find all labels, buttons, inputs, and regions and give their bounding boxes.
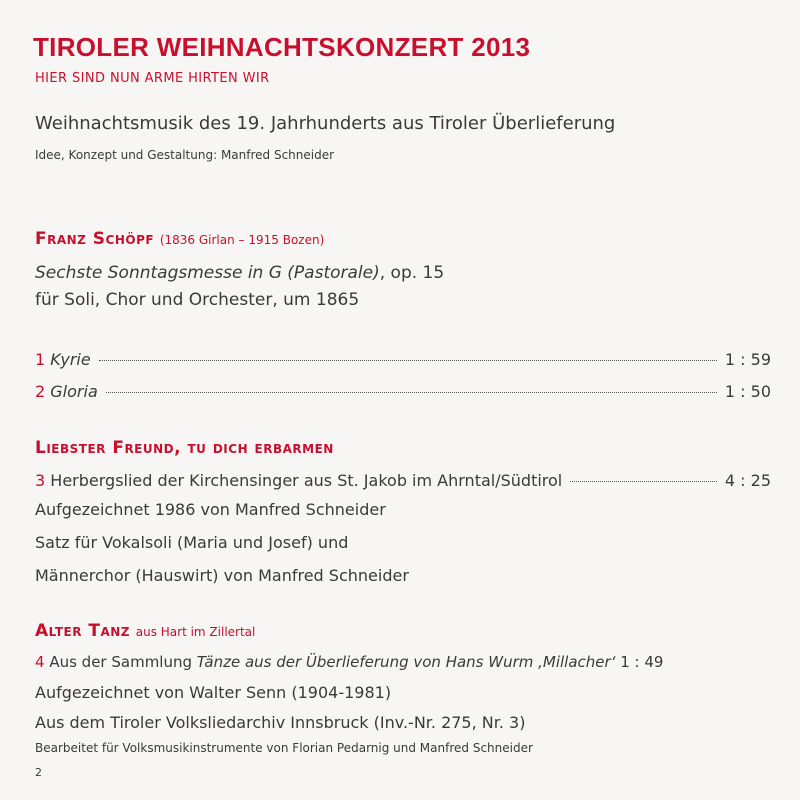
track-title: Kyrie <box>50 350 91 369</box>
track-row <box>35 653 663 671</box>
track-number: 4 <box>35 653 45 671</box>
leader-dots <box>106 392 717 393</box>
track-number: 3 <box>35 471 46 490</box>
work-description: für Soli, Chor und Orchester, um 1865 <box>35 290 360 310</box>
track-title: Herbergslied der Kirchensinger aus St. Jakob im Ahrntal/Südtirol <box>50 471 563 490</box>
track-note: Männerchor (Hauswirt) von Manfred Schneider <box>35 566 409 585</box>
track-title: Tänze aus der Überlieferung von Hans Wurm ‚Millacher‘ <box>196 653 616 671</box>
track-number: 1 <box>35 350 46 369</box>
track-note: Satz für Vokalsoli (Maria und Josef) und <box>35 533 349 552</box>
page-title: TIROLER WEIHNACHTSKONZERT 2013 <box>33 32 531 62</box>
work-title: Sechste Sonntagsmesse in G (Pastorale) <box>35 263 380 283</box>
track-note: Aufgezeichnet 1986 von Manfred Schneider <box>35 500 386 519</box>
track-row <box>35 471 771 490</box>
page-number: 2 <box>35 766 42 779</box>
work-line <box>35 263 444 283</box>
composer-name: Franz Schöpf <box>35 229 155 249</box>
dance-name: Alter Tanz <box>35 621 130 641</box>
track-note: Aufgezeichnet von Walter Senn (1904-1981) <box>35 683 392 702</box>
track-time: 4 : 25 <box>724 471 771 490</box>
work-opus: , op. 15 <box>379 263 445 283</box>
track-row <box>35 382 771 401</box>
section-heading-alter-tanz <box>35 621 255 641</box>
track-time: 1 : 50 <box>724 382 771 401</box>
leader-dots <box>99 360 717 361</box>
track-title: Gloria <box>50 382 98 401</box>
section-heading-liebster-freund: Liebster Freund, tu dich erbarmen <box>35 438 334 458</box>
track-row <box>35 350 771 369</box>
track-time: 1 : 59 <box>724 350 771 369</box>
leader-dots <box>570 481 717 482</box>
track-time: 1 : 49 <box>620 653 664 671</box>
intro-text: Weihnachtsmusik des 19. Jahrhunderts aus Tiroler Überlieferung <box>35 113 616 134</box>
dance-origin: aus Hart im Zillertal <box>135 625 256 639</box>
track-note: Bearbeitet für Volksmusikinstrumente von Florian Pedarnig und Manfred Schneider <box>35 741 533 755</box>
track-note: Aus dem Tiroler Volksliedarchiv Innsbruck (Inv.-Nr. 275, Nr. 3) <box>35 713 526 732</box>
track-prefix: Aus der Sammlung <box>49 653 193 671</box>
track-number: 2 <box>35 382 46 401</box>
page-subtitle: HIER SIND NUN ARME HIRTEN WIR <box>35 71 270 86</box>
composer-dates: (1836 Girlan – 1915 Bozen) <box>159 233 325 247</box>
section-heading-schoepf <box>35 229 324 249</box>
credit-text: Idee, Konzept und Gestaltung: Manfred Schneider <box>35 148 335 162</box>
